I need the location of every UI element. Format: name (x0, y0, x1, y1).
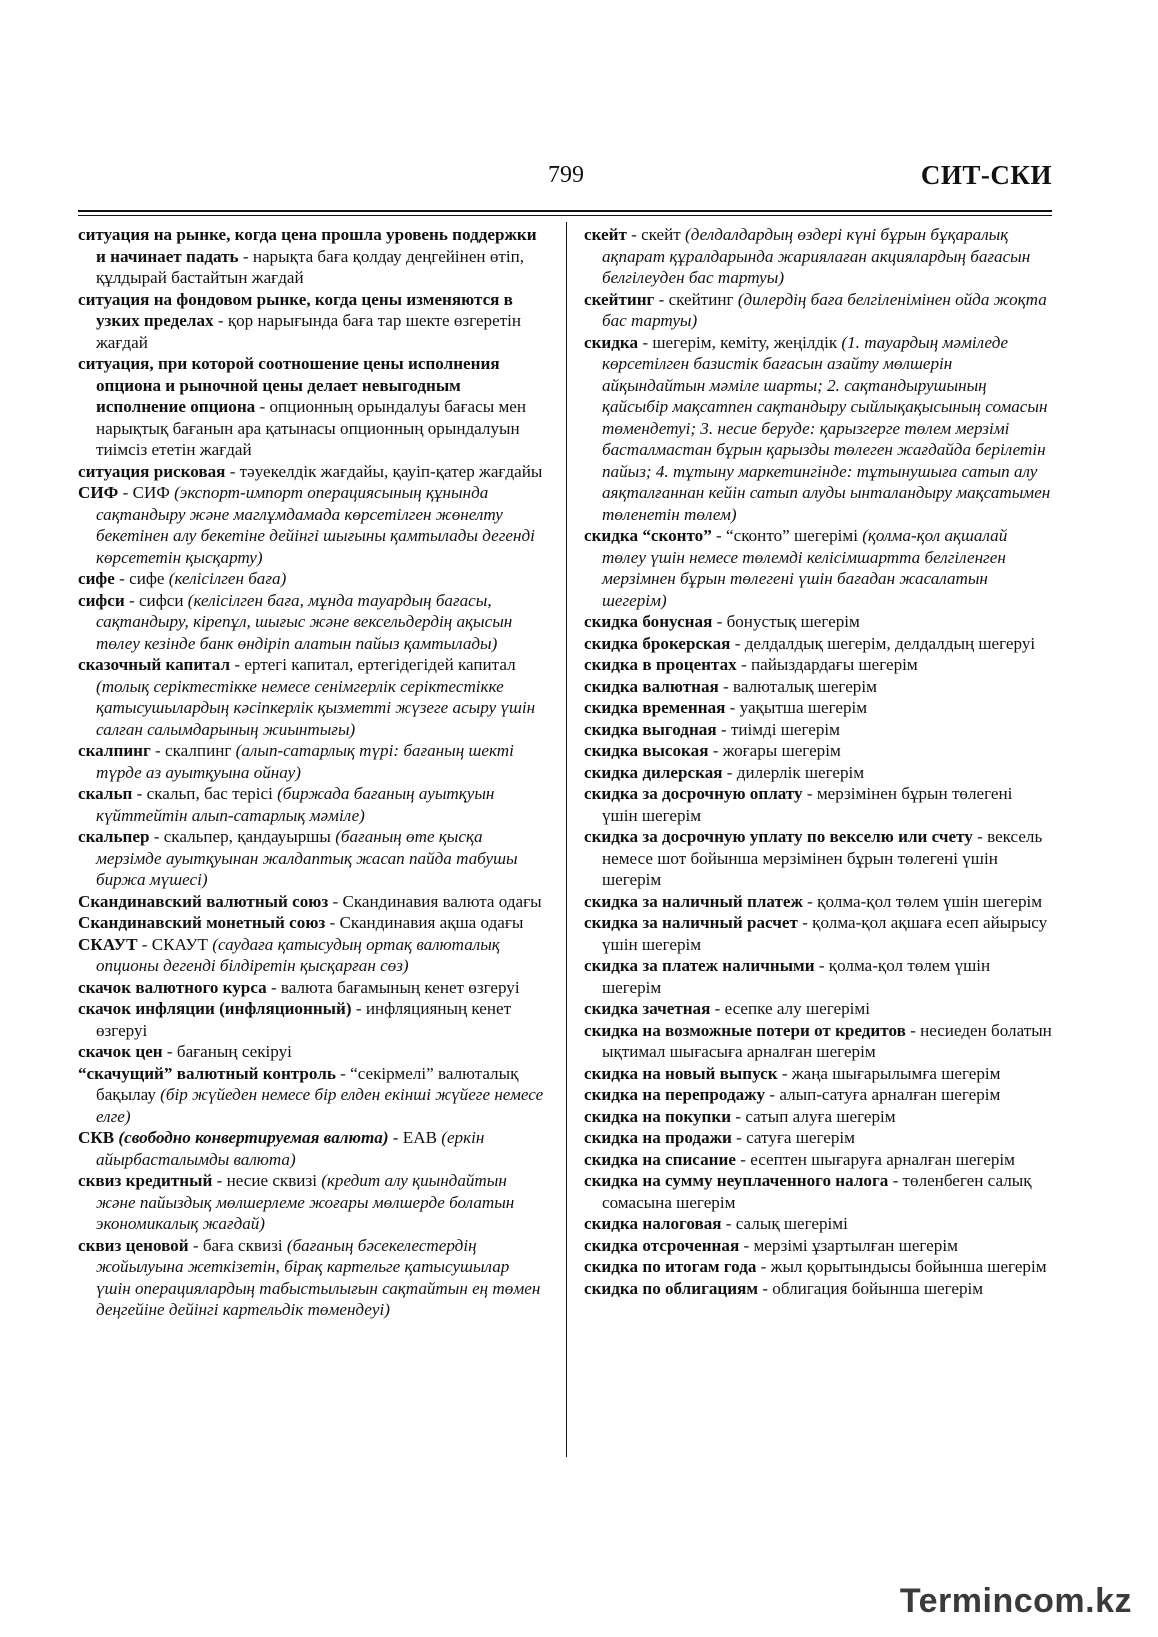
entry-separator: - (708, 741, 723, 760)
entry-separator: - (212, 1171, 227, 1190)
entry-translation: Скандинавия валюта одағы (342, 891, 542, 911)
dictionary-entry (584, 1106, 1052, 1128)
entry-translation: сифси (138, 590, 188, 610)
entry-note: (дилердің баға белгіленімінен ойда жоқта бас тартуы) (602, 289, 1047, 330)
dictionary-entry (584, 676, 1052, 698)
entry-term: скидка за платеж наличными (584, 956, 815, 975)
entry-translation: мерзімі ұзартылған шегерім (753, 1235, 958, 1255)
entry-separator: - (730, 633, 745, 653)
entry-term: Скандинавский монетный союз (78, 913, 326, 932)
entry-note: (саудаға қатысудың ортақ валюталық опционы дегенді білдіретін қысқарған сөз) (96, 934, 500, 975)
entry-term: ситуация на фондовом рынке, когда цены изменяются в узких пределах (78, 289, 513, 330)
column-divider (566, 222, 567, 1457)
entry-separator: - (739, 1235, 754, 1255)
dictionary-entry (78, 826, 546, 891)
entry-separator: - (711, 526, 727, 545)
entry-translation: нарықта баға қолдау деңгейінен өтіп, құлдырай бастайтын жағдай (96, 246, 525, 287)
entry-term: скидка налоговая (584, 1214, 722, 1233)
entry-separator: - (722, 762, 737, 782)
entry-separator: - (731, 1128, 747, 1147)
entry-translation: вексель немесе шот бойынша мерзімінен бұрын төлегені үшін шегерім (602, 827, 1043, 889)
entry-translation: шегерім, кеміту, жеңілдік (652, 332, 842, 352)
entry-translation: сифе (129, 569, 169, 588)
entry-note: (бағаның өте қысқа мерзімде ауытқуынан жалдаптық жасап пайда табушы биржа мүшесі) (96, 827, 518, 889)
entry-term: скидка бонусная (584, 612, 713, 631)
dictionary-entry (78, 654, 546, 740)
entry-term: скидка на сумму неуплаченного налога (584, 1171, 889, 1190)
entry-term: скидка отсроченная (584, 1235, 740, 1255)
entry-translation: Скандинавия ақша одағы (339, 913, 524, 932)
entry-separator: - (225, 461, 240, 481)
entry-separator: - (731, 1106, 746, 1126)
dictionary-entry (78, 912, 546, 934)
entry-separator: - (814, 956, 829, 975)
dictionary-entry (78, 224, 546, 289)
entry-term: скальп (78, 784, 133, 803)
entry-separator: - (266, 977, 281, 997)
dictionary-entry (584, 783, 1052, 826)
entry-term: скидка на списание (584, 1149, 736, 1169)
entry-term: ситуация рисковая (78, 461, 226, 481)
entry-term: сказочный капитал (78, 655, 231, 674)
dictionary-entry (584, 1170, 1052, 1213)
entry-term-note: (свободно конвертируемая валюта) (118, 1128, 389, 1147)
entry-translation: бонустық шегерім (726, 612, 860, 631)
entry-translation: жыл қорытындысы бойынша шегерім (770, 1257, 1047, 1276)
entry-term: скидка выгодная (584, 719, 717, 739)
dictionary-entry (78, 568, 546, 590)
dictionary-entry (584, 891, 1052, 913)
dictionary-entry (78, 977, 546, 999)
entry-translation: валюта бағамының кенет өзгеруі (280, 977, 520, 997)
dictionary-entry (584, 654, 1052, 676)
dictionary-entry (78, 461, 546, 483)
entry-translation: сатуға шегерім (746, 1128, 855, 1147)
entry-term: скалпинг (78, 741, 151, 760)
entry-separator: - (972, 827, 988, 846)
entry-separator: - (626, 225, 642, 244)
entry-separator: - (802, 784, 817, 803)
entry-translation: “секірмелі” валюталық бақылау (96, 1063, 519, 1104)
entry-translation: несие сквизі (226, 1171, 322, 1190)
entry-note: (толық серіктестікке немесе сенімгерлік серіктестікке қатысушылардың кәсіпкерлік қызметті жүзеге асыру үшін салған салымдарының жиынтығы) (96, 676, 536, 739)
entry-separator: - (325, 913, 340, 932)
entry-term: скидка за досрочную оплату (584, 784, 803, 803)
entry-separator: - (255, 397, 270, 416)
entry-term: Скандинавский валютный союз (78, 891, 329, 911)
entry-note: (экспорт-импорт операциясының құнында сақтандыру және маглұмдамада көрсетілген жөнелту бекетінен алу бекетіне дейінгі шығыны қамтылады дегенді көрсететін қысқарту) (96, 483, 535, 567)
entry-term: скидка брокерская (584, 633, 731, 653)
entry-term: скидка за наличный платеж (584, 891, 803, 911)
dictionary-entry (584, 611, 1052, 633)
dictionary-entry (584, 1235, 1052, 1257)
entry-separator: - (735, 1149, 751, 1169)
entry-term: сквиз ценовой (78, 1235, 189, 1255)
entry-separator: - (137, 934, 152, 954)
entry-term: сифси (78, 590, 125, 610)
entry-translation: пайыздардағы шегерім (750, 655, 918, 674)
entry-term: ситуация на рынке, когда цена прошла уровень поддержки и начинает падать (78, 225, 537, 266)
right-column (584, 224, 1052, 1299)
entry-translation: облигация бойынша шегерім (772, 1278, 984, 1298)
entry-translation: салық шегерімі (735, 1214, 848, 1233)
entry-separator: - (118, 483, 133, 502)
dictionary-entry (78, 1170, 546, 1235)
entry-separator: - (162, 1042, 177, 1061)
entry-separator: - (124, 590, 139, 610)
entry-term: скидка на покупки (584, 1106, 732, 1126)
entry-separator: - (905, 1020, 921, 1040)
entry-term: сквиз кредитный (78, 1171, 213, 1190)
entry-separator: - (132, 784, 147, 803)
entry-term: скидка временная (584, 698, 726, 717)
dictionary-entry (78, 891, 546, 913)
entry-separator: - (716, 719, 731, 739)
entry-separator: - (765, 1085, 780, 1104)
entry-translation: делдалдық шегерім, делдалдың шегеруі (744, 633, 1036, 653)
dictionary-entry (78, 1235, 546, 1321)
dictionary-entry (584, 762, 1052, 784)
entry-separator: - (114, 569, 130, 588)
dictionary-entry (584, 525, 1052, 611)
entry-term: ситуация, при которой соотношение цены исполнения опциона и рыночной цены делает невыгодным исполнение опциона (78, 354, 500, 416)
entry-separator: - (388, 1128, 403, 1147)
dictionary-entry (78, 1063, 546, 1128)
entry-term: скейтинг (584, 289, 655, 309)
entry-note: (келісілген баға) (168, 569, 287, 588)
entry-term: СИФ (78, 483, 119, 502)
entry-term: скидка дилерская (584, 762, 723, 782)
entry-term: скидка “сконто” (584, 526, 712, 545)
entry-translation: алып-сатуға арналған шегерім (779, 1085, 1001, 1104)
dictionary-entry (584, 912, 1052, 955)
entry-translation: мерзімінен бұрын төлегені үшін шегерім (602, 784, 1013, 825)
entry-translation: ертегі капитал, ертегідегідей капитал (244, 655, 516, 674)
entry-translation: тиімді шегерім (730, 719, 840, 739)
entry-separator: - (654, 289, 669, 309)
entry-separator: - (150, 741, 166, 760)
dictionary-entry (584, 1084, 1052, 1106)
entry-separator: - (230, 655, 245, 674)
entry-translation: СКАУТ (151, 934, 213, 954)
dictionary-entry (584, 633, 1052, 655)
entry-translation: қолма-қол төлем үшін шегерім (602, 956, 991, 997)
entry-note: (бір жүйеден немесе бір елден екінші жүйеге немесе елге) (96, 1085, 544, 1126)
entry-term: скидка валютная (584, 676, 719, 696)
dictionary-entry (584, 1149, 1052, 1171)
entry-translation: скейт (641, 225, 686, 244)
entry-separator: - (638, 332, 653, 352)
entry-translation: баға сквизі (202, 1235, 287, 1255)
watermark-logo: Termincom.kz (899, 1582, 1132, 1620)
dictionary-entry (78, 289, 546, 354)
entry-note: (еркін айырбасталымды валюта) (96, 1128, 485, 1169)
left-column (78, 224, 546, 1321)
dictionary-entry (78, 998, 546, 1041)
entry-separator: - (710, 999, 725, 1018)
entry-note: (кредит алу қиындайтын және пайыздық мөлшерлеме жоғары мөлшерде болатын экономикалық жағдай) (96, 1171, 515, 1233)
dictionary-entry (584, 289, 1052, 332)
entry-separator: - (712, 612, 727, 631)
entry-term: скидка (584, 332, 639, 352)
entry-term: скидка на продажи (584, 1128, 732, 1147)
entry-translation: қолма-қол ақшаға есеп айырысу үшін шегерім (602, 913, 1048, 954)
dictionary-entry (584, 1213, 1052, 1235)
entry-translation: дилерлік шегерім (736, 762, 865, 782)
header-rule-thick (78, 210, 1052, 212)
entry-translation: СИФ (132, 483, 175, 502)
entry-term: скидка за наличный расчет (584, 913, 798, 932)
entry-note: (қолма-қол ақшалай төлеу үшін немесе төлемді келісімшартта белгіленген мерзімнен бұрын төлегені үшін бағадан жасалатын шегерім) (602, 526, 1008, 610)
dictionary-entry (584, 224, 1052, 289)
entry-translation: “сконто” шегерімі (726, 526, 863, 545)
dictionary-entry (78, 740, 546, 783)
dictionary-entry (78, 934, 546, 977)
entry-translation: тәуекелдік жағдайы, қауіп-қатер жағдайы (239, 461, 543, 481)
dictionary-entry (78, 1041, 546, 1063)
page-number: 799 (548, 162, 584, 188)
entry-separator: - (756, 1257, 771, 1276)
entry-term: скидка в процентах (584, 655, 737, 674)
entry-translation: скальп, бас терісі (146, 784, 278, 803)
entry-translation: скалпинг (165, 741, 236, 760)
dictionary-entry (584, 998, 1052, 1020)
entry-separator: - (725, 698, 740, 717)
entry-term: скидка зачетная (584, 999, 711, 1018)
dictionary-entry (584, 1063, 1052, 1085)
entry-term: скальпер (78, 827, 150, 846)
entry-translation: жаңа шығарылымға шегерім (791, 1063, 1001, 1083)
entry-separator: - (758, 1278, 773, 1298)
entry-translation: есептен шығаруға арналған шегерім (750, 1149, 1015, 1169)
entry-separator: - (777, 1063, 792, 1083)
entry-term: скидка на возможные потери от кредитов (584, 1020, 906, 1040)
entry-term: скачок цен (78, 1042, 163, 1061)
dictionary-entry (78, 783, 546, 826)
entry-term: СКАУТ (78, 934, 138, 954)
dictionary-entry (584, 955, 1052, 998)
running-head: СИТ-СКИ (920, 160, 1052, 190)
entry-term: сифе (78, 569, 115, 588)
dictionary-entry (78, 353, 546, 461)
dictionary-entry (78, 590, 546, 655)
entry-translation: скальпер, қандауыршы (163, 827, 336, 846)
entry-translation: уақытша шегерім (739, 698, 868, 717)
dictionary-entry (584, 332, 1052, 526)
entry-separator: - (736, 655, 751, 674)
entry-separator: - (238, 246, 253, 266)
entry-separator: - (335, 1063, 351, 1083)
entry-term: скидка на новый выпуск (584, 1063, 778, 1083)
entry-separator: - (721, 1214, 736, 1233)
entry-term: скидка по облигациям (584, 1278, 759, 1298)
dictionary-entry (584, 740, 1052, 762)
entry-separator: - (718, 676, 733, 696)
page-header (78, 158, 1052, 206)
entry-separator: - (328, 891, 343, 911)
entry-term: скачок инфляции (инфляционный) (78, 999, 352, 1018)
entry-note: (бағаның бәсекелестердің жойылуына жеткізетін, бірақ картельге қатысушылар үшін операциялардың табыстылығын сақтайтын ең төмен деңгейіне дейінгі картельдік төмендеуі) (96, 1235, 541, 1319)
entry-translation: қолма-қол төлем үшін шегерім (817, 891, 1043, 911)
entry-separator: - (802, 891, 818, 911)
entry-term: скачок валютного курса (78, 977, 267, 997)
dictionary-entry (584, 1256, 1052, 1278)
entry-term: скейт (584, 225, 627, 244)
entry-separator: - (888, 1171, 903, 1190)
dictionary-entry (584, 1127, 1052, 1149)
entry-translation: опционның орындалуы бағасы мен нарықтық бағанын ара қатынасы опционның орындалуын тиімсіз ететін жағдай (96, 397, 526, 459)
entry-separator: - (351, 999, 366, 1018)
entry-translation: есепке алу шегерімі (724, 999, 870, 1018)
entry-translation: төленбеген салық сомасына шегерім (602, 1171, 1032, 1212)
dictionary-entry (78, 1127, 546, 1170)
entry-translation: инфляцияның кенет өзгеруі (96, 999, 512, 1040)
entry-translation: қор нарығында баға тар шекте өзгеретін жағдай (96, 311, 522, 352)
entry-translation: бағаның секіруі (176, 1042, 292, 1061)
entry-separator: - (149, 827, 164, 846)
dictionary-entry (584, 719, 1052, 741)
entry-translation: жоғары шегерім (722, 741, 841, 760)
dictionary-entry (584, 697, 1052, 719)
entry-translation: валюталық шегерім (733, 676, 877, 696)
entry-term: СКВ (78, 1128, 119, 1147)
entry-term: скидка на перепродажу (584, 1085, 766, 1104)
entry-separator: - (213, 311, 228, 330)
entry-translation: сатып алуға шегерім (745, 1106, 896, 1126)
entry-note: (делдалдардың өздері күні бұрын бұқаралық ақпарат құралдарында жариялаған акциялардың бағасын белгілеуден бас тартуы) (602, 225, 1031, 287)
entry-note: (келісілген баға, мұнда тауардың бағасы, сақтандыру, кірепұл, шығыс және вексельдердің ақысын төлеу кезінде банк өндіріп алатын пайыз қамтылады) (96, 590, 513, 653)
entry-note: (биржада бағаның ауытқуын күйттейтін алып-сатарлық мәміле) (96, 784, 495, 825)
entry-separator: - (797, 913, 813, 932)
entry-term: скидка по итогам года (584, 1257, 757, 1276)
entry-note: (1. тауардың мәміледе көрсетілген базистік бағасын азайту мөлшерін айқындайтын мәміле шарты; 2. сақтандырушының қайсыбір мақсатпен сақтандыру сыйлықақысының сомасын төмендетуі; 3. несие беруде: қарызгерге төлем мерзімі басталмастан бұрын қарызды төлеген жағдайда берілетін пайыз; 4. тұтыну маркетингінде: тұтынушыға сатып алу аяқталғаннан кейін сатып алуды ынталандыру мақсатымен төленетін төлем) (602, 332, 1051, 524)
entry-term: скидка за досрочную уплату по векселю или счету (584, 827, 973, 846)
entry-translation: скейтинг (668, 289, 738, 309)
dictionary-entry (584, 1020, 1052, 1063)
entry-note: (алып-сатарлық түрі: бағаның шекті түрде аз ауытқуына ойнау) (96, 741, 514, 782)
header-rule-thin (78, 215, 1052, 216)
entry-term: скидка высокая (584, 741, 709, 760)
entry-term: “скачущий” валютный контроль (78, 1063, 336, 1083)
dictionary-entry (584, 1278, 1052, 1300)
dictionary-entry (78, 482, 546, 568)
entry-translation: ЕАВ (402, 1128, 442, 1147)
dictionary-entry (584, 826, 1052, 891)
entry-separator: - (188, 1235, 203, 1255)
entry-translation: несиеден болатын ықтимал шығасыға арналған шегерім (602, 1020, 1052, 1061)
